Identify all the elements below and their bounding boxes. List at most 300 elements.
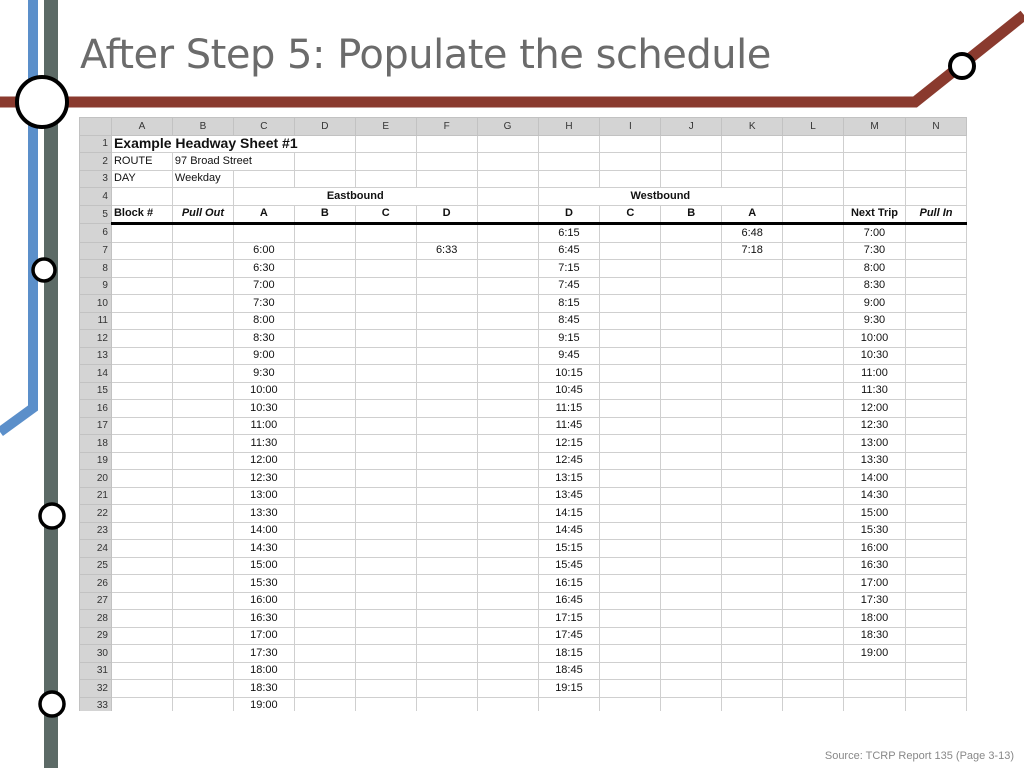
- sheet-cell[interactable]: [294, 277, 355, 295]
- sheet-cell[interactable]: D: [416, 205, 477, 224]
- column-header-d[interactable]: D: [294, 118, 355, 136]
- sheet-cell[interactable]: [294, 295, 355, 313]
- row-header[interactable]: 13: [80, 347, 112, 365]
- sheet-cell[interactable]: 7:00: [844, 224, 906, 243]
- sheet-cell[interactable]: [661, 610, 722, 628]
- sheet-cell[interactable]: [294, 610, 355, 628]
- sheet-cell[interactable]: [111, 347, 172, 365]
- sheet-cell[interactable]: [905, 188, 966, 206]
- sheet-cell[interactable]: [905, 645, 966, 663]
- sheet-cell[interactable]: [477, 400, 538, 418]
- sheet-cell[interactable]: 18:45: [538, 662, 600, 680]
- sheet-cell[interactable]: [905, 417, 966, 435]
- sheet-cell[interactable]: [905, 260, 966, 278]
- sheet-cell[interactable]: [783, 575, 844, 593]
- sheet-cell[interactable]: [905, 312, 966, 330]
- sheet-cell[interactable]: [355, 170, 416, 188]
- sheet-cell[interactable]: [905, 575, 966, 593]
- sheet-cell[interactable]: [722, 277, 783, 295]
- sheet-cell[interactable]: [294, 260, 355, 278]
- sheet-cell[interactable]: 6:45: [538, 242, 600, 260]
- sheet-cell[interactable]: [355, 400, 416, 418]
- sheet-cell[interactable]: [477, 452, 538, 470]
- row-header[interactable]: 28: [80, 610, 112, 628]
- sheet-cell[interactable]: [661, 330, 722, 348]
- sheet-cell[interactable]: [538, 135, 600, 153]
- sheet-cell[interactable]: 15:30: [844, 522, 906, 540]
- sheet-cell[interactable]: [661, 242, 722, 260]
- sheet-cell[interactable]: [661, 627, 722, 645]
- sheet-cell[interactable]: 10:00: [233, 382, 294, 400]
- sheet-cell[interactable]: [600, 662, 661, 680]
- sheet-cell[interactable]: [172, 242, 233, 260]
- sheet-cell[interactable]: [294, 662, 355, 680]
- sheet-cell[interactable]: [783, 153, 844, 171]
- row-header[interactable]: 4: [80, 188, 112, 206]
- sheet-cell[interactable]: [416, 540, 477, 558]
- sheet-cell[interactable]: [416, 153, 477, 171]
- sheet-cell[interactable]: [783, 242, 844, 260]
- sheet-cell[interactable]: [722, 170, 783, 188]
- sheet-cell[interactable]: [722, 135, 783, 153]
- sheet-cell[interactable]: [783, 627, 844, 645]
- sheet-cell[interactable]: [783, 365, 844, 383]
- sheet-cell[interactable]: [477, 365, 538, 383]
- sheet-cell[interactable]: [477, 697, 538, 711]
- sheet-cell[interactable]: [661, 382, 722, 400]
- row-header[interactable]: 15: [80, 382, 112, 400]
- sheet-cell[interactable]: [172, 540, 233, 558]
- sheet-cell[interactable]: [905, 347, 966, 365]
- sheet-cell[interactable]: Block #: [111, 205, 172, 224]
- sheet-cell[interactable]: [783, 522, 844, 540]
- sheet-cell[interactable]: [172, 417, 233, 435]
- sheet-cell[interactable]: A: [233, 205, 294, 224]
- sheet-cell[interactable]: [111, 295, 172, 313]
- row-header[interactable]: 12: [80, 330, 112, 348]
- sheet-cell[interactable]: [600, 312, 661, 330]
- sheet-cell[interactable]: Next Trip: [844, 205, 906, 224]
- sheet-cell[interactable]: [477, 592, 538, 610]
- row-header[interactable]: 32: [80, 680, 112, 698]
- sheet-cell[interactable]: [294, 627, 355, 645]
- sheet-cell[interactable]: [477, 382, 538, 400]
- sheet-cell[interactable]: [416, 645, 477, 663]
- sheet-cell[interactable]: 8:00: [844, 260, 906, 278]
- sheet-cell[interactable]: [294, 592, 355, 610]
- sheet-cell[interactable]: 13:30: [844, 452, 906, 470]
- sheet-cell[interactable]: 9:30: [844, 312, 906, 330]
- sheet-cell[interactable]: [355, 417, 416, 435]
- sheet-cell[interactable]: [416, 697, 477, 711]
- sheet-cell[interactable]: [416, 610, 477, 628]
- sheet-cell[interactable]: [661, 400, 722, 418]
- sheet-cell[interactable]: [905, 135, 966, 153]
- sheet-cell[interactable]: [600, 697, 661, 711]
- sheet-cell[interactable]: [661, 260, 722, 278]
- sheet-cell[interactable]: [294, 224, 355, 243]
- sheet-cell[interactable]: [783, 260, 844, 278]
- sheet-cell[interactable]: [355, 645, 416, 663]
- sheet-cell[interactable]: [111, 557, 172, 575]
- sheet-cell[interactable]: [905, 452, 966, 470]
- sheet-cell[interactable]: [294, 400, 355, 418]
- sheet-cell[interactable]: [722, 540, 783, 558]
- sheet-cell[interactable]: ROUTE: [111, 153, 172, 171]
- row-header[interactable]: 26: [80, 575, 112, 593]
- row-header[interactable]: 24: [80, 540, 112, 558]
- sheet-cell[interactable]: [416, 470, 477, 488]
- row-header[interactable]: 31: [80, 662, 112, 680]
- sheet-cell[interactable]: [844, 662, 906, 680]
- sheet-cell[interactable]: [172, 697, 233, 711]
- sheet-cell[interactable]: [722, 260, 783, 278]
- row-header[interactable]: 7: [80, 242, 112, 260]
- sheet-cell[interactable]: [477, 557, 538, 575]
- column-header-h[interactable]: H: [538, 118, 600, 136]
- sheet-cell[interactable]: [416, 592, 477, 610]
- sheet-cell[interactable]: [355, 365, 416, 383]
- sheet-cell[interactable]: [661, 470, 722, 488]
- sheet-cell[interactable]: [477, 645, 538, 663]
- sheet-cell[interactable]: [905, 540, 966, 558]
- sheet-cell[interactable]: [722, 452, 783, 470]
- row-header[interactable]: 8: [80, 260, 112, 278]
- sheet-cell[interactable]: [172, 452, 233, 470]
- sheet-cell[interactable]: [172, 400, 233, 418]
- sheet-cell[interactable]: 7:45: [538, 277, 600, 295]
- sheet-cell[interactable]: [172, 592, 233, 610]
- sheet-cell[interactable]: [783, 382, 844, 400]
- sheet-cell[interactable]: Pull In: [905, 205, 966, 224]
- sheet-cell[interactable]: [661, 575, 722, 593]
- sheet-cell[interactable]: [661, 224, 722, 243]
- sheet-cell[interactable]: [661, 680, 722, 698]
- sheet-cell[interactable]: [294, 242, 355, 260]
- sheet-cell[interactable]: [600, 487, 661, 505]
- sheet-cell[interactable]: [477, 295, 538, 313]
- sheet-cell[interactable]: [600, 645, 661, 663]
- sheet-cell[interactable]: 9:00: [233, 347, 294, 365]
- row-header[interactable]: 17: [80, 417, 112, 435]
- sheet-cell[interactable]: 11:30: [233, 435, 294, 453]
- sheet-cell[interactable]: [416, 295, 477, 313]
- sheet-cell[interactable]: [477, 347, 538, 365]
- sheet-cell[interactable]: 6:00: [233, 242, 294, 260]
- sheet-cell[interactable]: [111, 242, 172, 260]
- sheet-cell[interactable]: [172, 260, 233, 278]
- sheet-cell[interactable]: 16:00: [233, 592, 294, 610]
- sheet-cell[interactable]: [172, 365, 233, 383]
- sheet-cell[interactable]: [783, 662, 844, 680]
- sheet-cell[interactable]: [905, 697, 966, 711]
- sheet-cell[interactable]: 18:00: [233, 662, 294, 680]
- sheet-cell[interactable]: [722, 417, 783, 435]
- sheet-cell[interactable]: [600, 170, 661, 188]
- sheet-cell[interactable]: [905, 487, 966, 505]
- sheet-cell[interactable]: [722, 487, 783, 505]
- sheet-cell[interactable]: [477, 153, 538, 171]
- sheet-cell[interactable]: [661, 170, 722, 188]
- sheet-cell[interactable]: [722, 153, 783, 171]
- sheet-cell[interactable]: [111, 662, 172, 680]
- row-header[interactable]: 16: [80, 400, 112, 418]
- sheet-cell[interactable]: [722, 312, 783, 330]
- sheet-cell[interactable]: [905, 470, 966, 488]
- sheet-cell[interactable]: [294, 522, 355, 540]
- sheet-cell[interactable]: [477, 330, 538, 348]
- sheet-cell[interactable]: 14:30: [233, 540, 294, 558]
- sheet-cell[interactable]: [661, 592, 722, 610]
- sheet-cell[interactable]: [355, 277, 416, 295]
- sheet-cell[interactable]: [600, 417, 661, 435]
- sheet-cell[interactable]: [722, 557, 783, 575]
- sheet-cell[interactable]: [783, 330, 844, 348]
- sheet-cell[interactable]: [355, 592, 416, 610]
- sheet-cell[interactable]: 17:45: [538, 627, 600, 645]
- sheet-cell[interactable]: 19:15: [538, 680, 600, 698]
- sheet-cell[interactable]: D: [538, 205, 600, 224]
- sheet-cell[interactable]: [355, 697, 416, 711]
- sheet-cell[interactable]: [905, 592, 966, 610]
- sheet-cell[interactable]: [416, 224, 477, 243]
- row-header[interactable]: 3: [80, 170, 112, 188]
- sheet-cell[interactable]: 17:00: [844, 575, 906, 593]
- sheet-cell[interactable]: [600, 242, 661, 260]
- sheet-cell[interactable]: [172, 610, 233, 628]
- sheet-cell[interactable]: [661, 645, 722, 663]
- sheet-cell[interactable]: [111, 610, 172, 628]
- sheet-cell[interactable]: [355, 382, 416, 400]
- sheet-cell[interactable]: [477, 470, 538, 488]
- sheet-cell[interactable]: [477, 435, 538, 453]
- row-header[interactable]: 30: [80, 645, 112, 663]
- sheet-cell[interactable]: [416, 277, 477, 295]
- sheet-cell[interactable]: [294, 312, 355, 330]
- sheet-cell[interactable]: [905, 662, 966, 680]
- sheet-cell[interactable]: [355, 610, 416, 628]
- sheet-cell[interactable]: 13:45: [538, 487, 600, 505]
- sheet-cell[interactable]: [416, 662, 477, 680]
- sheet-cell[interactable]: [111, 277, 172, 295]
- sheet-cell[interactable]: 15:45: [538, 557, 600, 575]
- sheet-cell[interactable]: 7:15: [538, 260, 600, 278]
- sheet-cell[interactable]: [844, 188, 906, 206]
- sheet-cell[interactable]: [905, 400, 966, 418]
- sheet-cell[interactable]: [355, 452, 416, 470]
- column-header-e[interactable]: E: [355, 118, 416, 136]
- sheet-cell[interactable]: 11:45: [538, 417, 600, 435]
- sheet-cell[interactable]: [844, 680, 906, 698]
- sheet-cell[interactable]: [355, 312, 416, 330]
- sheet-cell[interactable]: 10:30: [233, 400, 294, 418]
- sheet-cell[interactable]: [661, 277, 722, 295]
- sheet-cell[interactable]: 7:00: [233, 277, 294, 295]
- sheet-cell[interactable]: [355, 505, 416, 523]
- sheet-cell[interactable]: [111, 487, 172, 505]
- row-header[interactable]: 19: [80, 452, 112, 470]
- sheet-cell[interactable]: Example Headway Sheet #1: [111, 135, 355, 153]
- sheet-cell[interactable]: [477, 277, 538, 295]
- sheet-cell[interactable]: [600, 135, 661, 153]
- sheet-cell[interactable]: [477, 487, 538, 505]
- column-header-i[interactable]: I: [600, 118, 661, 136]
- sheet-cell[interactable]: [477, 135, 538, 153]
- sheet-cell[interactable]: [111, 365, 172, 383]
- row-header[interactable]: 18: [80, 435, 112, 453]
- sheet-cell[interactable]: [355, 470, 416, 488]
- sheet-cell[interactable]: Weekday: [172, 170, 233, 188]
- sheet-cell[interactable]: [172, 188, 233, 206]
- sheet-cell[interactable]: [477, 170, 538, 188]
- sheet-cell[interactable]: [783, 540, 844, 558]
- sheet-cell[interactable]: [783, 400, 844, 418]
- sheet-cell[interactable]: 17:30: [233, 645, 294, 663]
- sheet-cell[interactable]: [783, 610, 844, 628]
- sheet-cell[interactable]: [294, 452, 355, 470]
- row-header[interactable]: 11: [80, 312, 112, 330]
- sheet-cell[interactable]: [905, 435, 966, 453]
- sheet-cell[interactable]: [294, 575, 355, 593]
- row-header[interactable]: 33: [80, 697, 112, 711]
- sheet-cell[interactable]: 14:00: [233, 522, 294, 540]
- sheet-cell[interactable]: [355, 540, 416, 558]
- sheet-cell[interactable]: [600, 277, 661, 295]
- sheet-cell[interactable]: 16:30: [844, 557, 906, 575]
- row-header[interactable]: 9: [80, 277, 112, 295]
- sheet-cell[interactable]: 10:15: [538, 365, 600, 383]
- sheet-cell[interactable]: [416, 522, 477, 540]
- sheet-cell[interactable]: [477, 188, 538, 206]
- sheet-cell[interactable]: [294, 557, 355, 575]
- sheet-cell[interactable]: [355, 347, 416, 365]
- sheet-cell[interactable]: [172, 645, 233, 663]
- sheet-cell[interactable]: [661, 540, 722, 558]
- sheet-cell[interactable]: [416, 260, 477, 278]
- sheet-cell[interactable]: [722, 697, 783, 711]
- sheet-cell[interactable]: 14:00: [844, 470, 906, 488]
- sheet-cell[interactable]: [783, 592, 844, 610]
- sheet-cell[interactable]: [661, 347, 722, 365]
- sheet-cell[interactable]: [416, 680, 477, 698]
- sheet-cell[interactable]: [722, 575, 783, 593]
- row-header[interactable]: 10: [80, 295, 112, 313]
- sheet-cell[interactable]: [355, 135, 416, 153]
- sheet-cell[interactable]: [538, 697, 600, 711]
- column-header-g[interactable]: G: [477, 118, 538, 136]
- sheet-cell[interactable]: [233, 170, 294, 188]
- sheet-cell[interactable]: [111, 645, 172, 663]
- sheet-cell[interactable]: [538, 170, 600, 188]
- sheet-cell[interactable]: 8:15: [538, 295, 600, 313]
- sheet-cell[interactable]: 10:45: [538, 382, 600, 400]
- sheet-cell[interactable]: 15:00: [233, 557, 294, 575]
- sheet-cell[interactable]: 9:15: [538, 330, 600, 348]
- sheet-cell[interactable]: 8:00: [233, 312, 294, 330]
- sheet-cell[interactable]: [661, 295, 722, 313]
- sheet-cell[interactable]: 17:30: [844, 592, 906, 610]
- sheet-cell[interactable]: [783, 417, 844, 435]
- sheet-cell[interactable]: [355, 435, 416, 453]
- sheet-cell[interactable]: [661, 452, 722, 470]
- sheet-cell[interactable]: [600, 365, 661, 383]
- sheet-cell[interactable]: [111, 627, 172, 645]
- row-header[interactable]: 2: [80, 153, 112, 171]
- sheet-cell[interactable]: 15:00: [844, 505, 906, 523]
- sheet-cell[interactable]: 13:00: [844, 435, 906, 453]
- sheet-cell[interactable]: [661, 662, 722, 680]
- sheet-cell[interactable]: 11:00: [844, 365, 906, 383]
- sheet-cell[interactable]: [172, 347, 233, 365]
- sheet-cell[interactable]: [294, 505, 355, 523]
- row-header[interactable]: 22: [80, 505, 112, 523]
- sheet-cell[interactable]: [844, 170, 906, 188]
- sheet-cell[interactable]: 16:45: [538, 592, 600, 610]
- sheet-cell[interactable]: [661, 153, 722, 171]
- sheet-cell[interactable]: [783, 435, 844, 453]
- sheet-cell[interactable]: [416, 435, 477, 453]
- sheet-cell[interactable]: [783, 697, 844, 711]
- sheet-cell[interactable]: [722, 470, 783, 488]
- sheet-cell[interactable]: [416, 347, 477, 365]
- sheet-cell[interactable]: [416, 365, 477, 383]
- sheet-cell[interactable]: [416, 557, 477, 575]
- sheet-cell[interactable]: C: [600, 205, 661, 224]
- sheet-cell[interactable]: [477, 505, 538, 523]
- sheet-cell[interactable]: 17:15: [538, 610, 600, 628]
- sheet-cell[interactable]: 19:00: [844, 645, 906, 663]
- sheet-cell[interactable]: [416, 627, 477, 645]
- sheet-cell[interactable]: DAY: [111, 170, 172, 188]
- sheet-cell[interactable]: Pull Out: [172, 205, 233, 224]
- sheet-cell[interactable]: [294, 365, 355, 383]
- sheet-cell[interactable]: [172, 505, 233, 523]
- sheet-cell[interactable]: [905, 295, 966, 313]
- sheet-cell[interactable]: [905, 382, 966, 400]
- sheet-cell[interactable]: 6:15: [538, 224, 600, 243]
- sheet-cell[interactable]: [783, 188, 844, 206]
- sheet-cell[interactable]: [600, 153, 661, 171]
- sheet-cell[interactable]: Westbound: [538, 188, 783, 206]
- sheet-cell[interactable]: 19:00: [233, 697, 294, 711]
- sheet-cell[interactable]: [661, 487, 722, 505]
- sheet-cell[interactable]: 97 Broad Street: [172, 153, 294, 171]
- sheet-cell[interactable]: [661, 522, 722, 540]
- sheet-cell[interactable]: 9:45: [538, 347, 600, 365]
- sheet-cell[interactable]: 12:45: [538, 452, 600, 470]
- sheet-cell[interactable]: [233, 224, 294, 243]
- sheet-cell[interactable]: C: [355, 205, 416, 224]
- sheet-cell[interactable]: [172, 435, 233, 453]
- sheet-cell[interactable]: [172, 330, 233, 348]
- sheet-cell[interactable]: 18:30: [844, 627, 906, 645]
- sheet-cell[interactable]: 11:15: [538, 400, 600, 418]
- sheet-cell[interactable]: 7:18: [722, 242, 783, 260]
- sheet-cell[interactable]: [294, 382, 355, 400]
- sheet-cell[interactable]: 14:30: [844, 487, 906, 505]
- sheet-cell[interactable]: [111, 260, 172, 278]
- sheet-cell[interactable]: [355, 627, 416, 645]
- sheet-cell[interactable]: [783, 295, 844, 313]
- sheet-cell[interactable]: [111, 540, 172, 558]
- sheet-cell[interactable]: [477, 662, 538, 680]
- sheet-cell[interactable]: [600, 295, 661, 313]
- row-header[interactable]: 25: [80, 557, 112, 575]
- sheet-cell[interactable]: [355, 260, 416, 278]
- sheet-cell[interactable]: B: [661, 205, 722, 224]
- sheet-cell[interactable]: [600, 680, 661, 698]
- sheet-cell[interactable]: [355, 557, 416, 575]
